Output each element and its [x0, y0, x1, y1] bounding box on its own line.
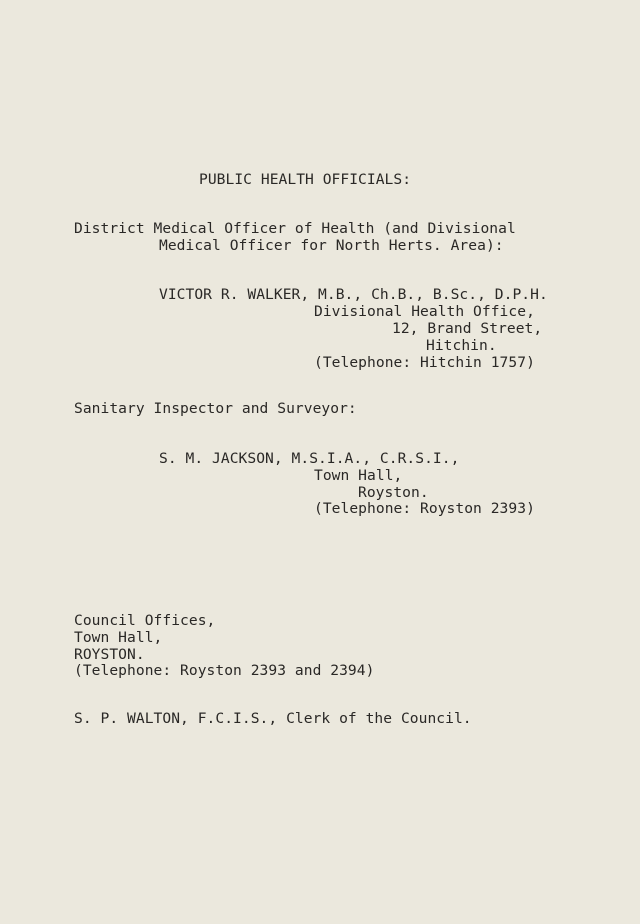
district-officer-role-line-2: Medical Officer for North Herts. Area):	[159, 237, 504, 254]
sanitary-inspector-address-line-1: Town Hall,	[314, 467, 403, 484]
district-officer-telephone: (Telephone: Hitchin 1757)	[314, 354, 535, 371]
district-officer-address-line-2: 12, Brand Street,	[392, 320, 543, 337]
council-address-line-1: Council Offices,	[74, 612, 216, 629]
page-heading: PUBLIC HEALTH OFFICIALS:	[199, 171, 412, 188]
district-officer-address-line-1: Divisional Health Office,	[314, 303, 535, 320]
sanitary-inspector-telephone: (Telephone: Royston 2393)	[314, 500, 535, 517]
district-officer-role-line-1: District Medical Officer of Health (and Divisional	[74, 220, 516, 237]
council-address-line-3: ROYSTON.	[74, 646, 145, 663]
council-address-line-2: Town Hall,	[74, 629, 163, 646]
clerk-of-council: S. P. WALTON, F.C.I.S., Clerk of the Council.	[74, 710, 472, 727]
sanitary-inspector-name: S. M. JACKSON, M.S.I.A., C.R.S.I.,	[159, 450, 460, 467]
sanitary-inspector-address-line-2: Royston.	[358, 484, 429, 501]
sanitary-inspector-role: Sanitary Inspector and Surveyor:	[74, 400, 357, 417]
district-officer-name: VICTOR R. WALKER, M.B., Ch.B., B.Sc., D.P.H.	[159, 286, 548, 303]
district-officer-address-line-3: Hitchin.	[426, 337, 497, 354]
council-telephone: (Telephone: Royston 2393 and 2394)	[74, 662, 375, 679]
